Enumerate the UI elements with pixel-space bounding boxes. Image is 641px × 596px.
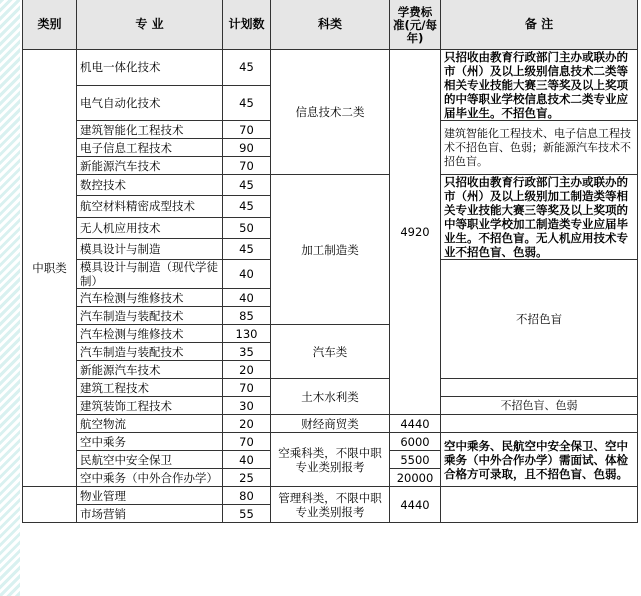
major-cell: 模具设计与制造（现代学徒制） (77, 260, 223, 289)
major-cell: 汽车检测与维修技术 (77, 325, 223, 343)
notes-cell: 只招收由教育行政部门主办或联办的市（州）及以上级别信息技术二类等相关专业技能大赛三等奖及以上奖项的中等职业学校信息技术二类专业应届毕业生。不招色盲。 (441, 50, 638, 121)
header-plan: 计划数 (223, 0, 271, 50)
major-cell: 汽车检测与维修技术 (77, 289, 223, 307)
table-row (23, 175, 638, 196)
plan-cell: 40 (223, 451, 271, 469)
plan-cell: 70 (223, 121, 271, 139)
major-cell: 建筑装饰工程技术 (77, 397, 223, 415)
fee-cell: 4440 (390, 415, 441, 433)
notes-cell: 不招色盲、色弱 (441, 397, 638, 415)
major-cell: 机电一体化技术 (77, 50, 223, 86)
table-row (23, 487, 638, 505)
plan-cell: 80 (223, 487, 271, 505)
major-cell: 数控技术 (77, 175, 223, 196)
header-fee: 学费标准(元/每年) (390, 0, 441, 50)
notes-cell-empty (441, 487, 638, 523)
plan-cell: 70 (223, 157, 271, 175)
fee-cell: 6000 (390, 433, 441, 451)
header-major: 专 业 (77, 0, 223, 50)
plan-cell: 20 (223, 415, 271, 433)
header-notes: 备 注 (441, 0, 638, 50)
table-row (23, 433, 638, 451)
plan-cell: 45 (223, 196, 271, 217)
notes-cell: 不招色盲 (441, 260, 638, 379)
header-subject: 科类 (271, 0, 390, 50)
notes-cell: 只招收由教育行政部门主办或联办的市（州）及以上级别加工制造类等相关专业技能大赛三等奖及以上奖项的中等职业学校加工制造类专业应届毕业生。不招色盲。无人机应用技术专业不招色盲、色弱。 (441, 175, 638, 260)
subject-cell: 信息技术二类 (271, 50, 390, 175)
category-cell-empty (23, 487, 77, 523)
major-cell: 电气自动化技术 (77, 85, 223, 121)
major-cell: 无人机应用技术 (77, 217, 223, 238)
major-cell: 航空物流 (77, 415, 223, 433)
category-cell: 中职类 (23, 50, 77, 487)
major-cell: 物业管理 (77, 487, 223, 505)
major-cell: 建筑智能化工程技术 (77, 121, 223, 139)
major-cell: 汽车制造与装配技术 (77, 307, 223, 325)
plan-cell: 50 (223, 217, 271, 238)
plan-cell: 90 (223, 139, 271, 157)
plan-cell: 45 (223, 85, 271, 121)
major-cell: 空中乘务 (77, 433, 223, 451)
header-category: 类别 (23, 0, 77, 50)
plan-cell: 30 (223, 397, 271, 415)
subject-cell: 空乘科类，不限中职专业类别报考 (271, 433, 390, 487)
notes-cell: 建筑智能化工程技术、电子信息工程技术不招色盲、色弱；新能源汽车技术不招色盲。 (441, 121, 638, 175)
major-cell: 建筑工程技术 (77, 379, 223, 397)
major-cell: 市场营销 (77, 505, 223, 523)
major-cell: 新能源汽车技术 (77, 361, 223, 379)
major-cell: 电子信息工程技术 (77, 139, 223, 157)
plan-cell: 70 (223, 379, 271, 397)
major-cell: 航空材料精密成型技术 (77, 196, 223, 217)
notes-cell: 空中乘务、民航空中安全保卫、空中乘务（中外合作办学）需面试、体检合格方可录取，且不招色盲、色弱。 (441, 433, 638, 487)
plan-cell: 130 (223, 325, 271, 343)
plan-cell: 40 (223, 289, 271, 307)
decorative-stripe-border (0, 0, 20, 596)
table-header-row (23, 0, 638, 50)
fee-cell: 5500 (390, 451, 441, 469)
plan-cell: 25 (223, 469, 271, 487)
subject-cell: 加工制造类 (271, 175, 390, 325)
major-cell: 民航空中安全保卫 (77, 451, 223, 469)
fee-cell: 20000 (390, 469, 441, 487)
major-cell: 空中乘务（中外合作办学） (77, 469, 223, 487)
plan-cell: 20 (223, 361, 271, 379)
major-cell: 模具设计与制造 (77, 238, 223, 259)
major-cell: 新能源汽车技术 (77, 157, 223, 175)
subject-cell: 财经商贸类 (271, 415, 390, 433)
table-row (23, 50, 638, 86)
table-row (23, 415, 638, 433)
fee-cell: 4920 (390, 50, 441, 415)
table-row (23, 379, 638, 397)
plan-cell: 35 (223, 343, 271, 361)
subject-cell: 汽车类 (271, 325, 390, 379)
notes-cell-empty (441, 379, 638, 397)
plan-cell: 40 (223, 260, 271, 289)
major-cell: 汽车制造与装配技术 (77, 343, 223, 361)
subject-cell: 管理科类，不限中职专业类别报考 (271, 487, 390, 523)
fee-cell: 4440 (390, 487, 441, 523)
enrollment-plan-table (22, 0, 638, 523)
plan-cell: 45 (223, 175, 271, 196)
plan-cell: 70 (223, 433, 271, 451)
plan-cell: 85 (223, 307, 271, 325)
notes-cell-empty (441, 415, 638, 433)
subject-cell: 土木水利类 (271, 379, 390, 415)
plan-cell: 45 (223, 50, 271, 86)
plan-cell: 55 (223, 505, 271, 523)
plan-cell: 45 (223, 238, 271, 259)
